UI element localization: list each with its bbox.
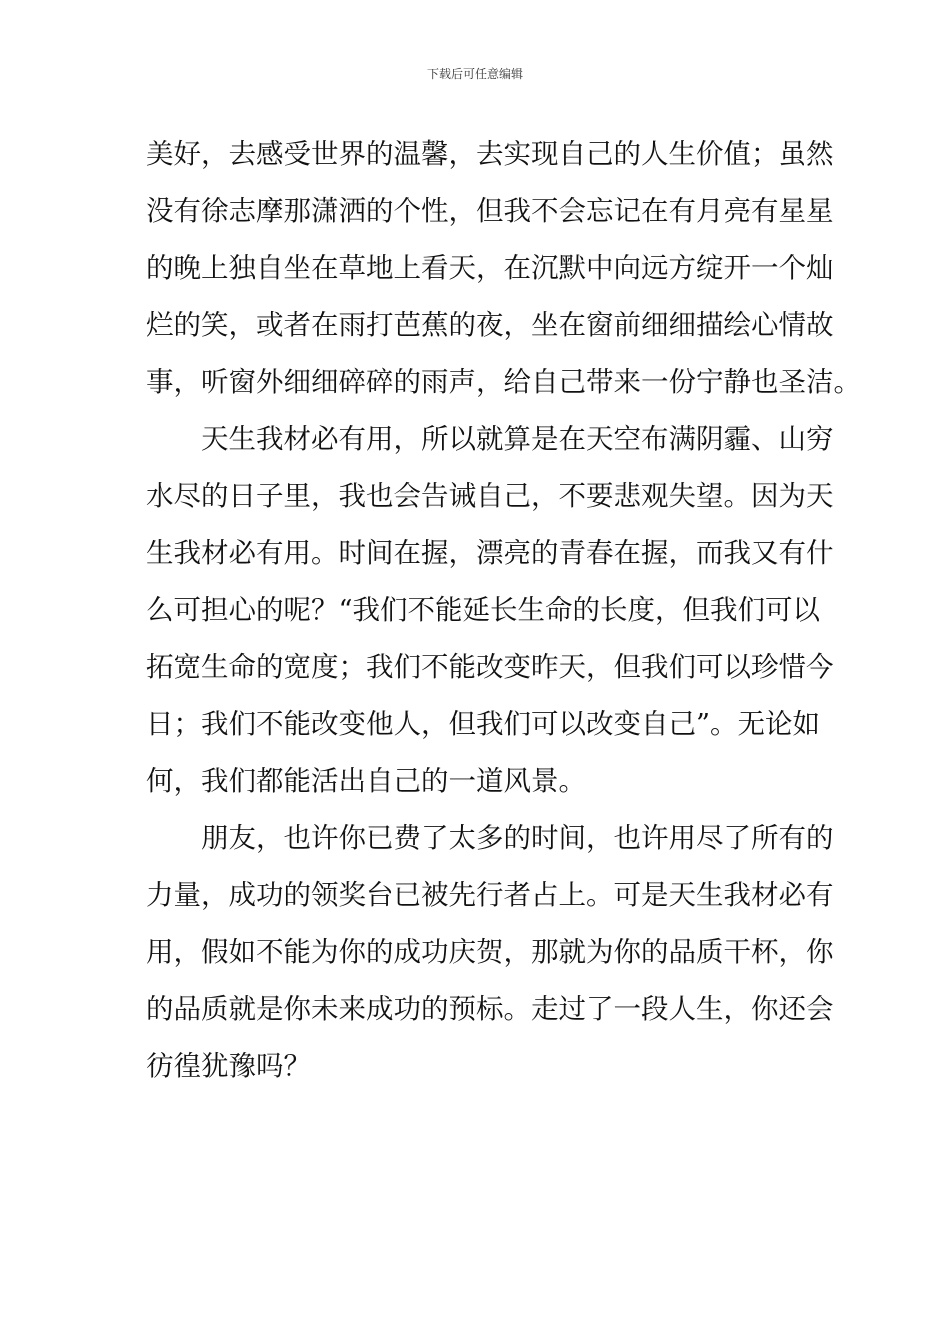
text-line: 美好，去感受世界的温馨，去实现自己的人生价值；虽然 <box>146 138 834 170</box>
text-line: 天生我材必有用，所以就算是在天空布满阴霾、山穷 <box>201 423 834 455</box>
text-line: 的品质就是你未来成功的预标。走过了一段人生，你还会 <box>146 993 834 1025</box>
text-line: 拓宽生命的宽度；我们不能改变昨天，但我们可以珍惜今 <box>146 651 834 683</box>
text-line: 生我材必有用。时间在握，漂亮的青春在握，而我又有什 <box>146 537 834 569</box>
text-line: 水尽的日子里，我也会告诫自己，不要悲观失望。因为天 <box>146 480 834 512</box>
page-header: 下载后可任意编辑 <box>426 67 523 81</box>
text-line: 烂的笑，或者在雨打芭蕉的夜，坐在窗前细细描绘心情故 <box>146 309 834 341</box>
text-line: 的晚上独自坐在草地上看天，在沉默中向远方绽开一个灿 <box>146 252 834 284</box>
paragraph-3 <box>146 810 834 1095</box>
text-line: 没有徐志摩那潇洒的个性，但我不会忘记在有月亮有星星 <box>146 195 834 227</box>
text-line: 彷徨犹豫吗？ <box>146 1050 311 1082</box>
text-line: 么可担心的呢？“我们不能延长生命的长度，但我们可以 <box>146 594 821 626</box>
text-line: 事，听窗外细细碎碎的雨声，给自己带来一份宁静也圣洁。 <box>146 366 861 398</box>
paragraph-1 <box>146 126 861 411</box>
text-line: 力量，成功的领奖台已被先行者占上。可是天生我材必有 <box>146 879 834 911</box>
text-line: 朋友，也许你已费了太多的时间，也许用尽了所有的 <box>201 822 834 854</box>
text-line: 日；我们不能改变他人，但我们可以改变自己”。无论如 <box>146 708 821 740</box>
paragraph-2 <box>146 411 834 810</box>
document-body <box>146 126 861 1095</box>
text-line: 用，假如不能为你的成功庆贺，那就为你的品质干杯，你 <box>146 936 834 968</box>
text-line: 何，我们都能活出自己的一道风景。 <box>146 765 586 797</box>
